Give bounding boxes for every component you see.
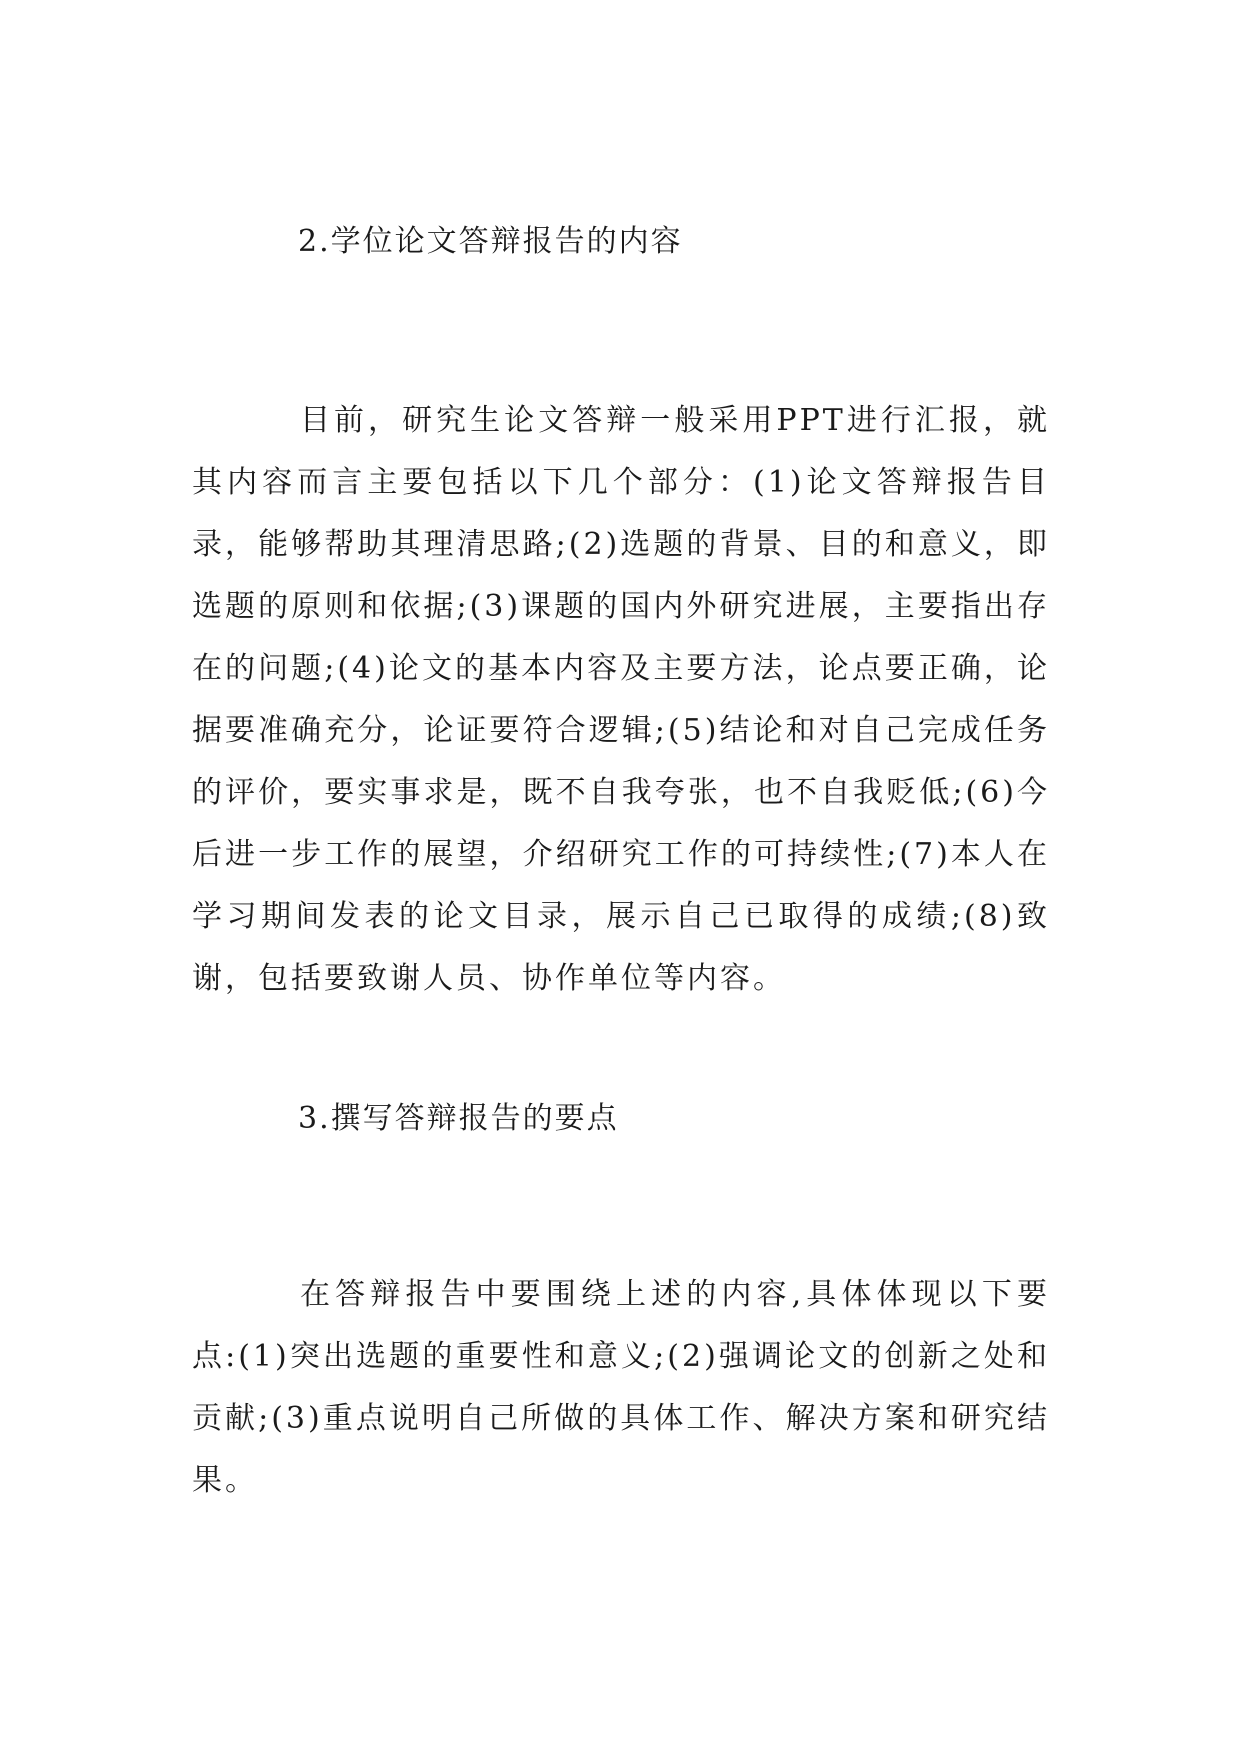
section-3-paragraph: 在答辩报告中要围绕上述的内容,具体体现以下要点:(1)突出选题的重要性和意义;(2)强调论文的创新之处和贡献;(3)重点说明自己所做的具体工作、解决方案和研究结果。 xyxy=(192,1277,1050,1498)
section-2-heading: 2.学位论文答辩报告的内容 xyxy=(298,224,683,259)
section-3-heading: 3.撰写答辩报告的要点 xyxy=(298,1101,619,1136)
section-2-paragraph: 目前，研究生论文答辩一般采用PPT进行汇报，就其内容而言主要包括以下几个部分：(1)论文答辩报告目录，能够帮助其理清思路;(2)选题的背景、目的和意义，即选题的原则和依据;(3)课题的国内外研究进展，主要指出存在的问题;(4)论文的基本内容及主要方法，论点要正确，论据要准确充分，论证要符合逻辑;(5)结论和对自己完成任务的评价，要实事求是，既不自我夸张，也不自我贬低;(6)今后进一步工作的展望，介绍研究工作的可持续性;(7)本人在学习期间发表的论文目录，展示自己已取得的成绩;(8)致谢，包括要致谢人员、协作单位等内容。 xyxy=(192,403,1050,996)
